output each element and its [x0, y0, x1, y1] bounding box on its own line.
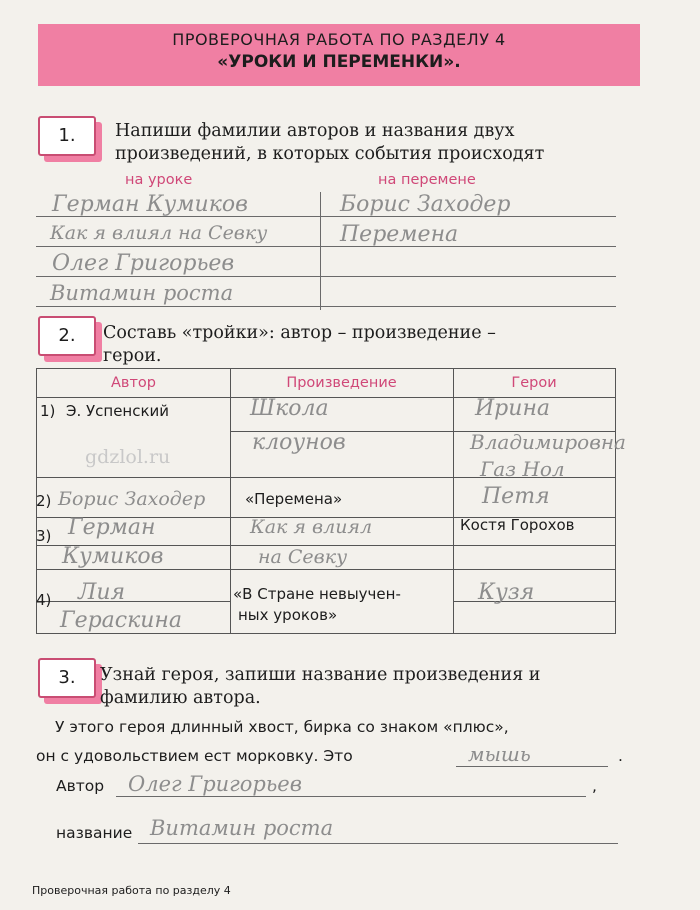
row2-work: «Перемена» — [245, 490, 343, 508]
task3-text-line1: Узнай героя, запиши название произведения и — [100, 665, 541, 685]
task3-author-label: Автор — [56, 777, 105, 795]
answer-line — [138, 843, 618, 844]
row4-author-answer-2: Гераскина — [60, 608, 183, 633]
row1-number: 1) — [40, 402, 56, 420]
row1-hero-answer-1: Ирина — [475, 396, 551, 421]
row4-work-line1: «В Стране невыучен- — [233, 585, 401, 603]
task1-number: 1. — [38, 116, 96, 156]
task3-number: 3. — [38, 658, 96, 698]
header-title: ПРОВЕРОЧНАЯ РАБОТА ПО РАЗДЕЛУ 4 — [172, 30, 506, 49]
col-header-heroes: Герои — [511, 375, 557, 391]
row3-hero: Костя Горохов — [460, 516, 575, 534]
table-col-divider — [453, 369, 454, 633]
table-inner-rule — [37, 601, 230, 602]
row2-author-answer: Борис Заходер — [58, 488, 206, 510]
row1-hero-answer-2: Владимировна — [470, 430, 626, 454]
task1-answer-right-1: Борис Заходер — [340, 192, 511, 217]
task1-text-line1: Напиши фамилии авторов и названия двух — [115, 121, 515, 141]
row2-number: 2) — [36, 492, 52, 510]
task1-answer-left-3: Олег Григорьев — [52, 251, 235, 276]
row2-hero-answer: Петя — [482, 484, 550, 509]
row4-hero-answer: Кузя — [478, 580, 535, 605]
answer-line — [456, 766, 608, 767]
task1-answer-left-2: Как я влиял на Севку — [50, 222, 268, 244]
task1-rule — [36, 306, 616, 307]
task3-title-label: название — [56, 824, 133, 842]
task3-text-line2: фамилию автора. — [100, 688, 261, 708]
task1-answer-right-2: Перемена — [340, 222, 459, 247]
row1-work-answer-1: Школа — [250, 396, 329, 421]
task1-label-left: на уроке — [125, 172, 193, 188]
row3-author-answer-2: Кумиков — [62, 544, 164, 569]
task3-description-line1: У этого героя длинный хвост, бирка со знаком «плюс», — [55, 718, 509, 736]
task3-author-answer: Олег Григорьев — [128, 772, 302, 796]
task1-answer-left-1: Герман Кумиков — [52, 192, 248, 217]
row4-author-answer-1: Лия — [78, 580, 126, 605]
task3-description-end: . — [618, 747, 623, 765]
task1-text-line2: произведений, в которых события происходят — [115, 144, 545, 164]
row4-number: 4) — [36, 591, 52, 609]
row1-author: Э. Успенский — [66, 402, 170, 420]
row1-work-answer-2: клоунов — [252, 430, 346, 455]
task1-rule — [36, 246, 616, 247]
page-footer: Проверочная работа по разделу 4 — [32, 884, 231, 897]
header-subtitle: «УРОКИ И ПЕРЕМЕНКИ». — [217, 52, 461, 72]
task3-author-end: , — [592, 777, 597, 795]
task3-description-line2: он с удовольствием ест морковку. Это — [36, 747, 353, 765]
task3-hero-answer: мышь — [468, 742, 531, 766]
row4-work-line2: ных уроков» — [238, 606, 338, 624]
task1-divider — [320, 192, 321, 310]
task1-answer-left-4: Витамин роста — [50, 281, 234, 305]
watermark: gdzlol.ru — [85, 446, 171, 468]
row3-number: 3) — [36, 527, 52, 545]
task2-number: 2. — [38, 316, 96, 356]
table-col-divider — [230, 369, 231, 633]
col-header-work: Произведение — [286, 375, 397, 391]
task1-label-right: на перемене — [378, 172, 476, 188]
page-header — [38, 24, 640, 86]
row3-work-answer-2: на Севку — [258, 546, 348, 568]
answer-line — [116, 796, 586, 797]
task3-title-answer: Витамин роста — [150, 816, 334, 840]
task1-rule — [36, 276, 616, 277]
row1-hero-answer-3: Газ Нол — [480, 457, 565, 481]
task2-text-line2: герои. — [103, 346, 162, 366]
row3-work-answer-1: Как я влиял — [250, 516, 373, 538]
col-header-author: Автор — [111, 375, 156, 391]
row3-author-answer-1: Герман — [68, 515, 156, 540]
table-row-rule — [37, 569, 615, 570]
task2-text-line1: Составь «тройки»: автор – произведение – — [103, 323, 496, 343]
